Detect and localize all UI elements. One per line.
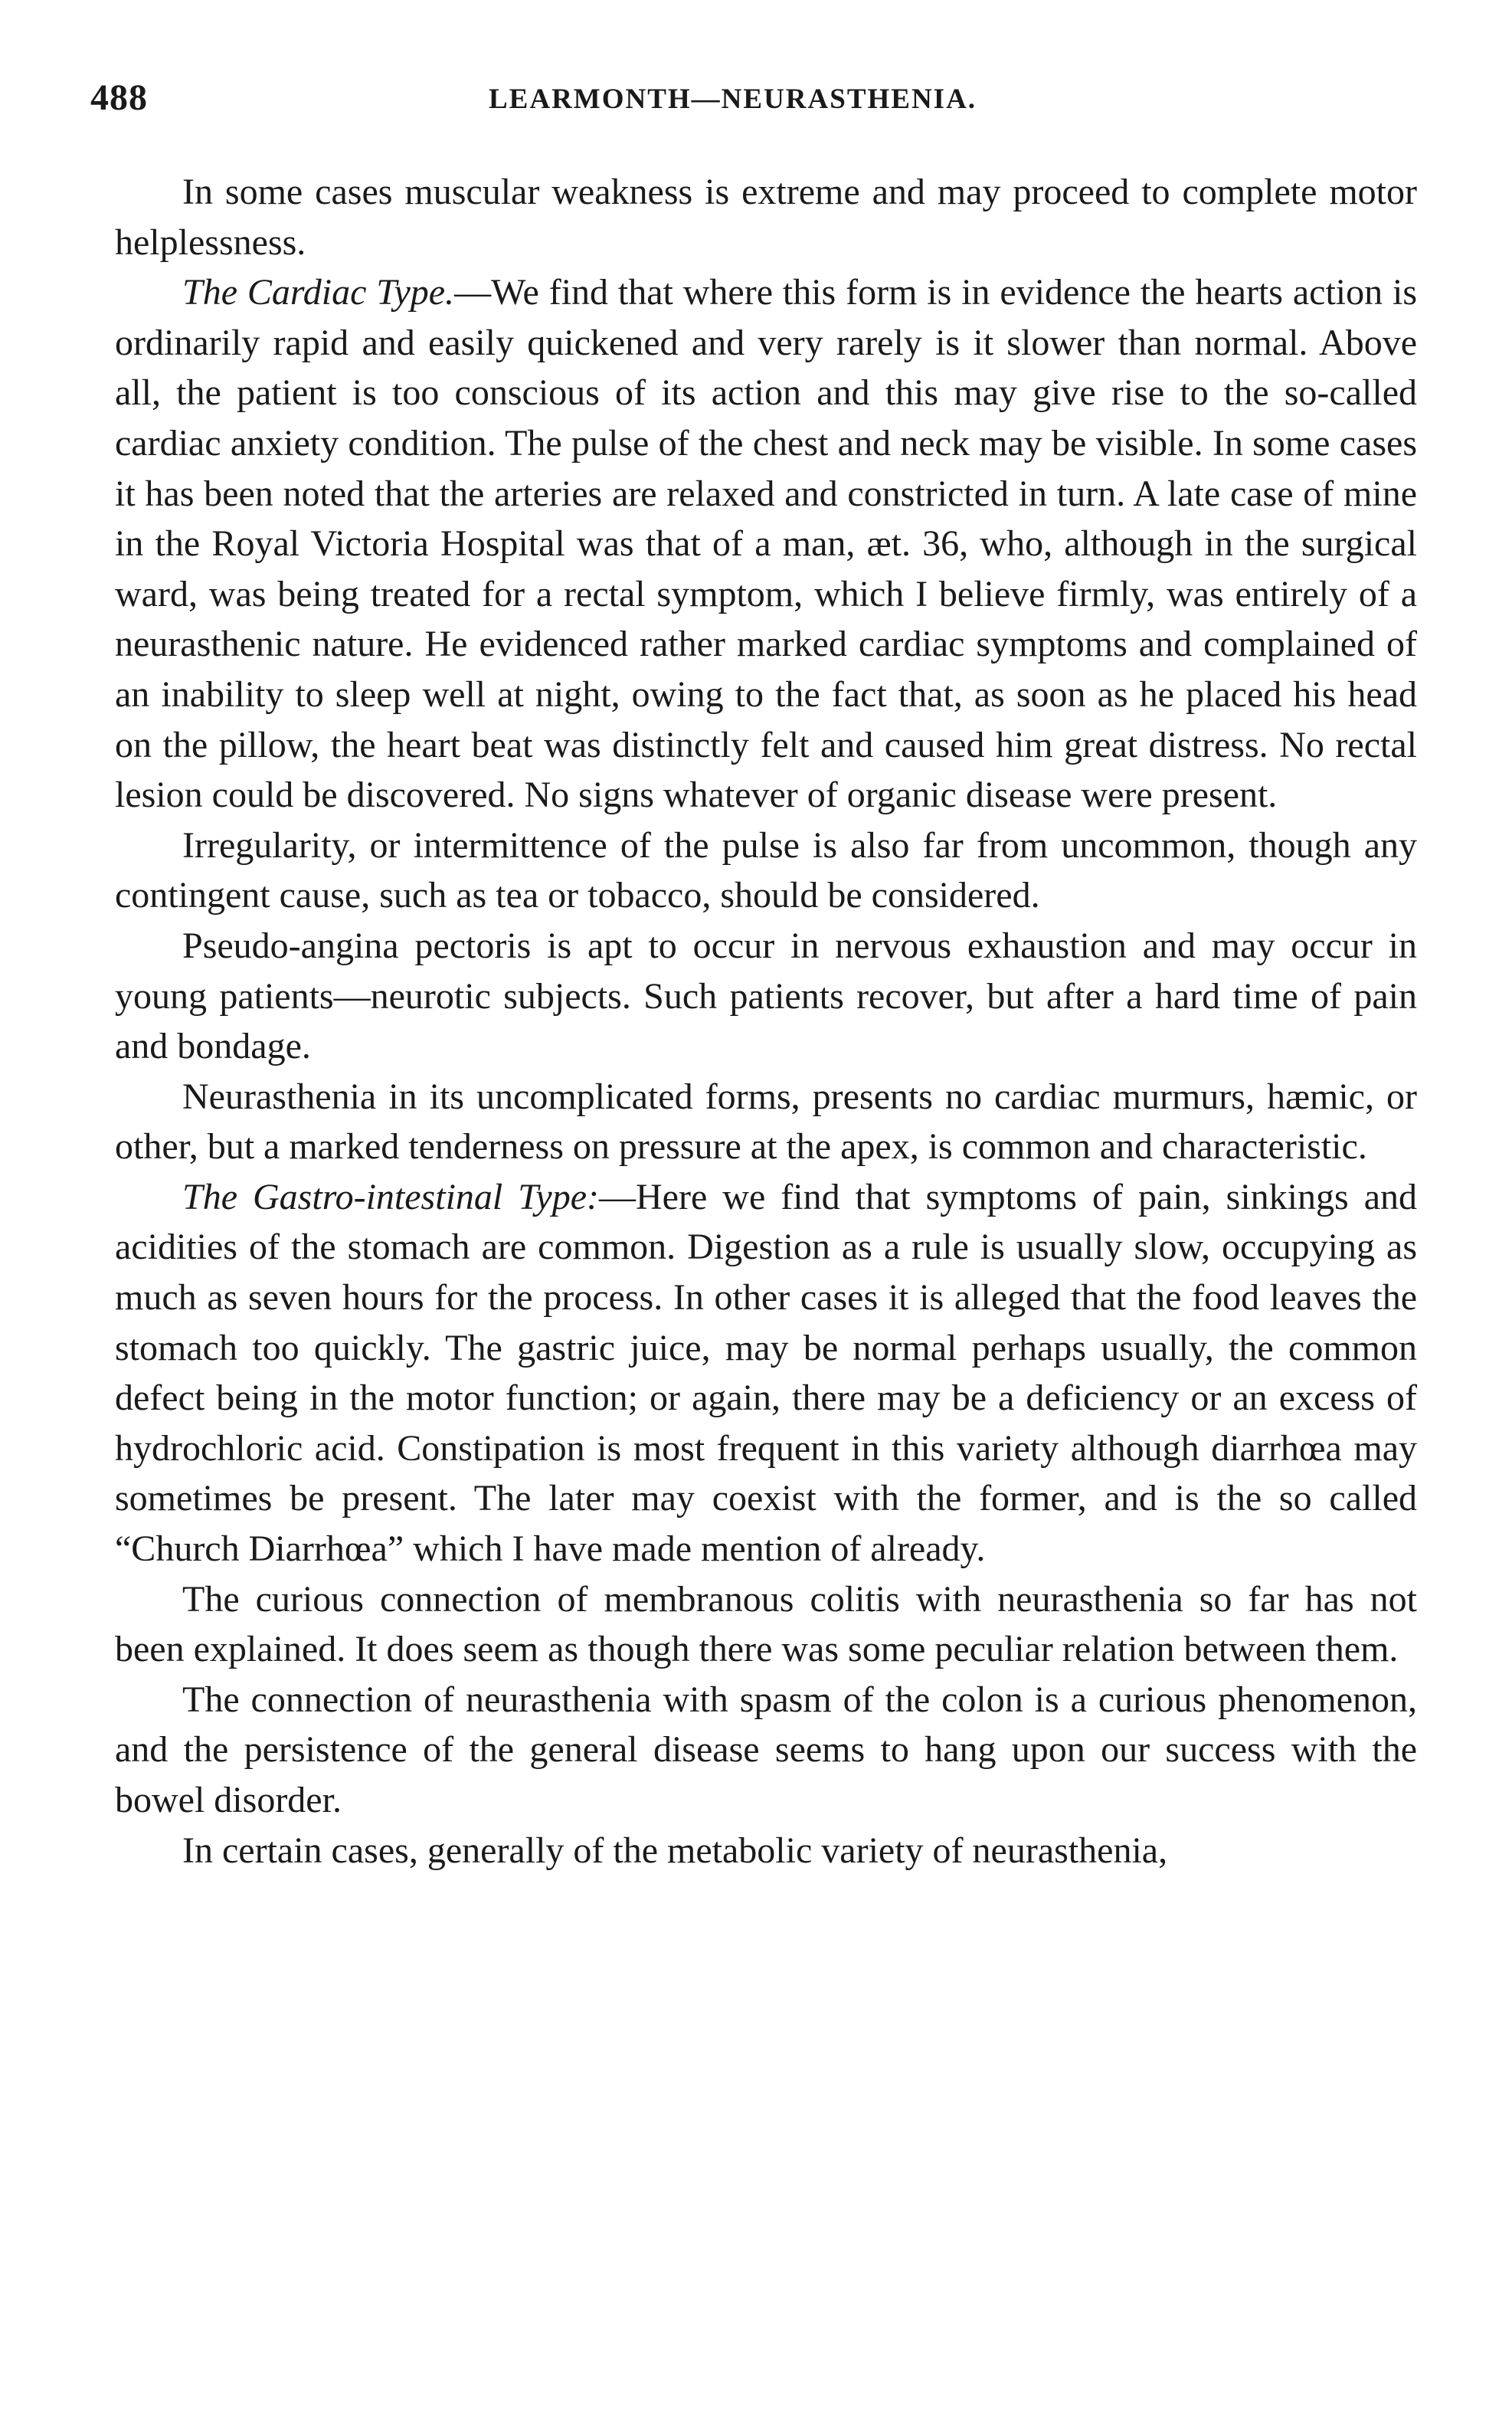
paragraph-text: Pseudo-angina pectoris is apt to occur in nervous exhaustion and may occur in young patients—neurotic subjects. Such patients recover, but after a hard time of pain and bondage. — [115, 925, 1417, 1067]
paragraph-text: —Here we find that symptoms of pain, sinkings and acidities of the stomach are common. Digestion as a rule is usually slow, occupying as much as seven hours for the process. In other cases it is alleged that the food leaves the stomach too quickly. The gastric juice, may be normal perhaps usually, the common defect being in the motor function; or again, there may be a deficiency or an excess of hydrochloric acid. Constipation is most frequent in this variety although diarrhœa may sometimes be present. The later may coexist with the former, and is the so called “Church Diarrhœa” which I have made mention of already. — [115, 1176, 1418, 1570]
running-head: LEARMONTH—NEURASTHENIA. — [489, 84, 977, 115]
paragraph-muscular-weakness — [115, 167, 1417, 267]
paragraph-metabolic-variety — [115, 1826, 1417, 1876]
paragraph-text: Neurasthenia in its uncomplicated forms, presents no cardiac murmurs, hæmic, or other, but a marked tenderness on pressure at the apex, is common and characteristic. — [115, 1076, 1417, 1168]
paragraph-text: In some cases muscular weakness is extreme and may proceed to complete motor helplessness. — [115, 172, 1417, 263]
page-number: 488 — [90, 77, 148, 118]
paragraph-text: In certain cases, generally of the metabolic variety of neurasthenia, — [182, 1830, 1168, 1871]
paragraph-membranous-colitis — [115, 1574, 1417, 1675]
page-header — [90, 77, 1454, 123]
paragraph-gastro-intestinal-type — [115, 1172, 1417, 1574]
section-heading-cardiac-type: The Cardiac Type. — [182, 272, 455, 313]
paragraph-text: The connection of neurasthenia with spasm of the colon is a curious phenomenon, and the persistence of the general disease seems to hang upon our success with the bowel disorder. — [115, 1679, 1417, 1820]
paragraph-text: —We find that where this form is in evidence the hearts action is ordinarily rapid and easily quickened and very rarely is it slower than normal. Above all, the patient is too conscious of its action and this may give rise to the so-called cardiac anxiety condition. The pulse of the chest and neck may be visible. In some cases it has been noted that the arteries are relaxed and constricted in turn. A late case of mine in the Royal Victoria Hospital was that of a man, æt. 36, who, although in the surgical ward, was being treated for a rectal symptom, which I believe firmly, was entirely of a neurasthenic nature. He evidenced rather marked cardiac symptoms and complained of an inability to sleep well at night, owing to the fact that, as soon as he placed his head on the pillow, the heart beat was distinctly felt and caused him great distress. No rectal lesion could be discovered. No signs whatever of organic disease were present. — [115, 272, 1418, 816]
paragraph-irregularity — [115, 821, 1417, 921]
paragraph-text: Irregularity, or intermittence of the pulse is also far from uncommon, though any contingent cause, such as tea or tobacco, should be considered. — [115, 824, 1417, 916]
paragraph-spasm-of-colon — [115, 1675, 1417, 1826]
paragraph-uncomplicated-forms — [115, 1072, 1417, 1172]
section-heading-gastro-intestinal-type: The Gastro-intestinal Type: — [182, 1176, 599, 1217]
paragraph-cardiac-type — [115, 267, 1417, 821]
body-text — [115, 167, 1417, 1876]
paragraph-pseudo-angina — [115, 921, 1417, 1072]
paragraph-text: The curious connection of membranous colitis with neurasthenia so far has not been explained. It does seem as though there was some peculiar relation between them. — [115, 1578, 1417, 1670]
